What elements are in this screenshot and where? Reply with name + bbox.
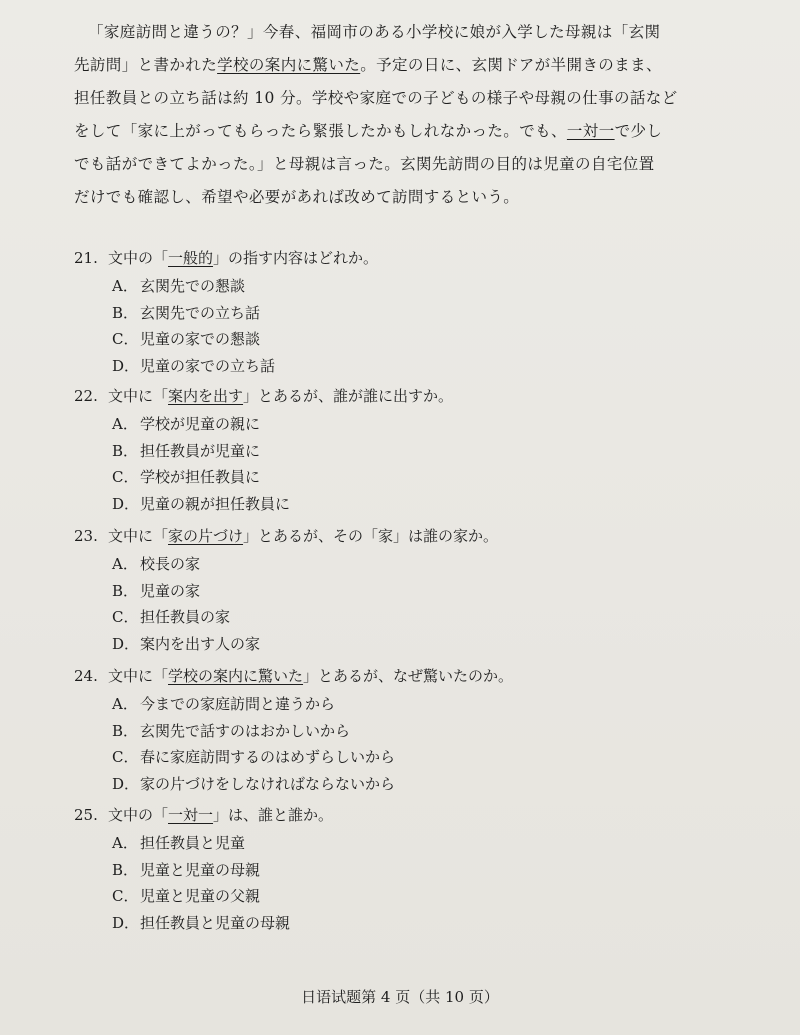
answer-option bbox=[112, 720, 350, 741]
option-text: 担任教員が児童に bbox=[140, 441, 261, 460]
text-segment: 担任教員との立ち話は約 10 分。学校や家庭での子どもの様子や母親の仕事の話など bbox=[74, 89, 678, 107]
option-text: 児童の家 bbox=[140, 581, 201, 600]
option-letter: B． bbox=[112, 441, 139, 460]
option-text: 校長の家 bbox=[140, 555, 201, 573]
text-segment: 」とあるが、なぜ驚いたのか。 bbox=[303, 667, 514, 685]
answer-option bbox=[112, 275, 245, 296]
text-segment: 文中の「 bbox=[108, 806, 169, 824]
underlined-phrase: 学校の案内に驚いた bbox=[168, 667, 304, 685]
answer-option bbox=[112, 912, 290, 933]
underlined-phrase: 案内を出す bbox=[168, 387, 244, 405]
option-text: 児童の親が担任教員に bbox=[140, 494, 291, 513]
question-stem bbox=[108, 527, 498, 545]
passage-line bbox=[74, 53, 662, 75]
answer-option bbox=[112, 633, 260, 654]
question-24 bbox=[74, 665, 513, 686]
question-stem bbox=[108, 387, 453, 405]
text-segment: 文中に「 bbox=[108, 527, 169, 545]
option-letter: A． bbox=[112, 695, 138, 713]
underlined-phrase: 家の片づけ bbox=[168, 527, 244, 545]
text-segment: 文中の「 bbox=[108, 249, 169, 267]
answer-option bbox=[112, 773, 395, 794]
option-text: 児童と児童の父親 bbox=[140, 887, 261, 905]
answer-option bbox=[112, 885, 260, 906]
passage-line bbox=[74, 185, 519, 207]
question-stem bbox=[108, 249, 378, 267]
passage-line bbox=[88, 20, 660, 42]
option-text: 児童の家での立ち話 bbox=[140, 356, 276, 375]
option-letter: A． bbox=[112, 834, 138, 852]
option-letter: B． bbox=[112, 860, 139, 879]
option-text: 児童の家での懇談 bbox=[140, 330, 261, 348]
page-footer: 日语试题第 4 页（共 10 页） bbox=[301, 988, 499, 1006]
option-text: 玄関先での立ち話 bbox=[140, 303, 261, 322]
answer-option bbox=[112, 693, 335, 714]
passage-line bbox=[74, 86, 678, 108]
option-letter: D． bbox=[112, 913, 140, 932]
option-letter: C． bbox=[112, 887, 139, 905]
question-23 bbox=[74, 525, 498, 546]
text-segment: 文中に「 bbox=[108, 667, 169, 685]
option-text: 玄関先での懇談 bbox=[140, 277, 246, 295]
question-number: 25. bbox=[74, 806, 98, 824]
text-segment: だけでも確認し、希望や必要があれば改めて訪問するという。 bbox=[74, 188, 520, 206]
option-letter: C． bbox=[112, 748, 139, 766]
option-text: 玄関先で話すのはおかしいから bbox=[140, 721, 351, 740]
option-text: 児童と児童の母親 bbox=[140, 860, 261, 879]
option-text: 学校が担任教員に bbox=[140, 468, 261, 486]
option-letter: B． bbox=[112, 303, 139, 322]
text-segment: で少し bbox=[614, 122, 663, 140]
underlined-phrase: 一対一 bbox=[168, 806, 214, 824]
text-segment: 」の指す内容はどれか。 bbox=[213, 249, 379, 267]
answer-option bbox=[112, 580, 200, 601]
question-25 bbox=[74, 804, 333, 825]
text-segment: 」とあるが、誰が誰に出すか。 bbox=[243, 387, 454, 405]
answer-option bbox=[112, 413, 260, 434]
option-text: 今までの家庭訪問と違うから bbox=[140, 695, 336, 713]
passage-line bbox=[74, 152, 655, 174]
answer-option bbox=[112, 606, 230, 627]
option-letter: D． bbox=[112, 774, 140, 793]
option-letter: B． bbox=[112, 721, 139, 740]
option-letter: C． bbox=[112, 468, 139, 486]
option-text: 担任教員と児童 bbox=[140, 834, 246, 852]
option-letter: A． bbox=[112, 555, 138, 573]
answer-option bbox=[112, 493, 290, 514]
option-letter: D． bbox=[112, 356, 140, 375]
option-text: 家の片づけをしなければならないから bbox=[140, 774, 396, 793]
question-stem bbox=[108, 806, 333, 824]
option-letter: A． bbox=[112, 277, 138, 295]
option-text: 案内を出す人の家 bbox=[140, 634, 261, 653]
question-number: 22. bbox=[74, 387, 98, 405]
text-segment: 」とあるが、その「家」は誰の家か。 bbox=[243, 527, 499, 545]
text-segment: でも話ができてよかった。」と母親は言った。玄関先訪問の目的は児童の自宅位置 bbox=[74, 155, 655, 173]
text-segment: 先訪問」と書かれた bbox=[74, 56, 218, 74]
option-letter: A． bbox=[112, 415, 138, 433]
text-segment: 「家庭訪問と違うの？」今春、福岡市のある小学校に娘が入学した母親は「玄関 bbox=[88, 23, 661, 41]
option-text: 担任教員と児童の母親 bbox=[140, 913, 291, 932]
question-number: 23. bbox=[74, 527, 98, 545]
option-letter: D． bbox=[112, 634, 140, 653]
question-21 bbox=[74, 247, 378, 268]
passage-line bbox=[74, 119, 662, 141]
answer-option bbox=[112, 302, 260, 323]
option-letter: D． bbox=[112, 494, 140, 513]
option-letter: C． bbox=[112, 608, 139, 626]
option-text: 春に家庭訪問するのはめずらしいから bbox=[140, 748, 396, 766]
answer-option bbox=[112, 553, 200, 574]
option-letter: C． bbox=[112, 330, 139, 348]
text-segment: 」は、誰と誰か。 bbox=[213, 806, 334, 824]
option-letter: B． bbox=[112, 581, 139, 600]
option-text: 学校が児童の親に bbox=[140, 415, 261, 433]
question-22 bbox=[74, 385, 453, 406]
text-segment: 。予定の日に、玄関ドアが半開きのまま、 bbox=[360, 56, 662, 74]
text-segment: 文中に「 bbox=[108, 387, 169, 405]
answer-option bbox=[112, 440, 260, 461]
answer-option bbox=[112, 832, 245, 853]
answer-option bbox=[112, 746, 395, 767]
option-text: 担任教員の家 bbox=[140, 608, 231, 626]
answer-option bbox=[112, 328, 260, 349]
answer-option bbox=[112, 466, 260, 487]
underlined-phrase: 一般的 bbox=[168, 249, 214, 267]
underlined-phrase: 一対一 bbox=[566, 122, 615, 140]
text-segment: をして「家に上がってもらったら緊張したかもしれなかった。でも、 bbox=[74, 122, 567, 140]
question-number: 21. bbox=[74, 249, 98, 267]
answer-option bbox=[112, 355, 275, 376]
question-stem bbox=[108, 667, 513, 685]
underlined-phrase: 学校の案内に驚いた bbox=[217, 56, 361, 74]
question-number: 24. bbox=[74, 667, 98, 685]
answer-option bbox=[112, 859, 260, 880]
